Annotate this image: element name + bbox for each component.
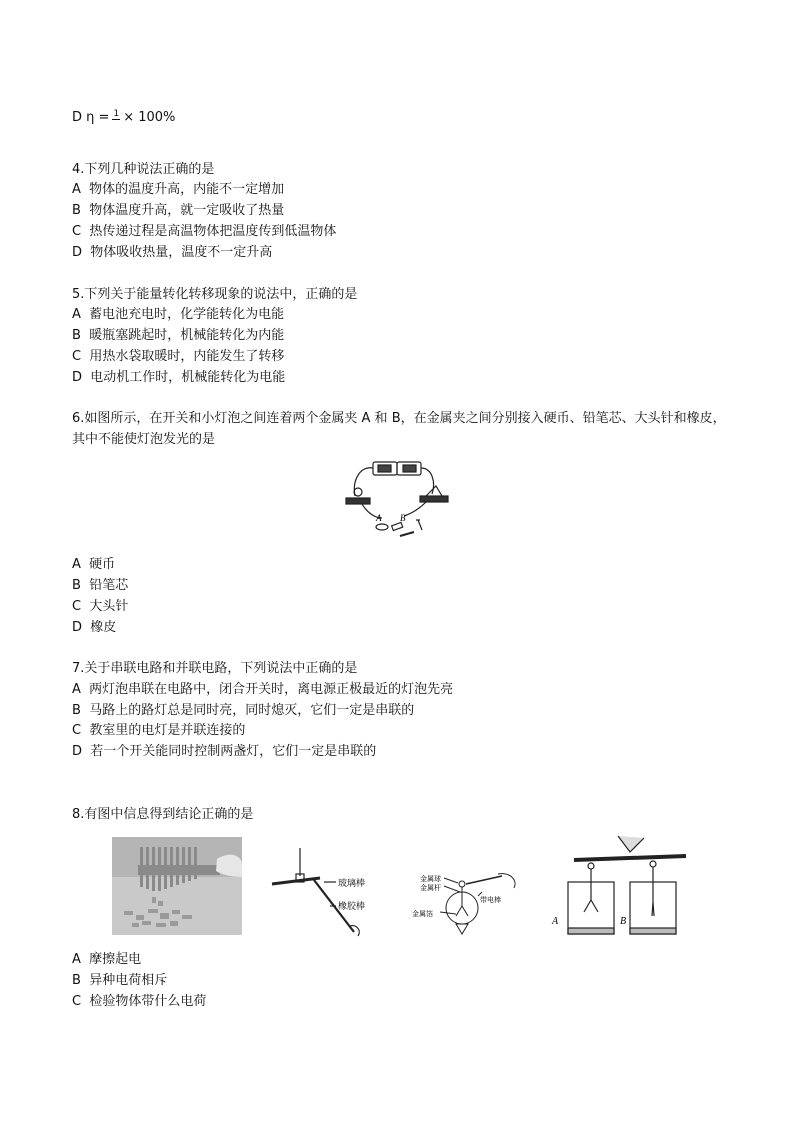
option-letter: C <box>72 723 82 738</box>
rubber-rod-label: 橡胶棒 <box>338 902 366 912</box>
metal-rod-label: 金属杆 <box>420 884 441 892</box>
q8-option-c <box>72 993 206 1011</box>
option-letter: A <box>72 952 81 967</box>
lamp-bulb <box>354 488 362 496</box>
option-letter: B <box>72 703 81 718</box>
q5-stem: 5.下列关于能量转化转移现象的说法中，正确的是 <box>72 287 358 302</box>
option-letter: B <box>72 203 81 218</box>
coin <box>376 524 388 530</box>
q4-option-d <box>72 244 272 262</box>
option-text: 两灯泡串联在电路中，闭合开关时，离电源正极最近的灯泡先亮 <box>89 682 454 697</box>
battery-1-label <box>378 465 391 472</box>
option-text: 电动机工作时，机械能转化为电能 <box>90 370 286 385</box>
electroscope-b-base <box>630 928 676 934</box>
pin <box>416 520 422 530</box>
battery-2-label <box>403 465 416 472</box>
q6-stem: 6.如图所示，在开关和小灯泡之间连着两个金属夹 A 和 B，在金属夹之间分别接入硬币、铅笔芯、大头针和橡皮，其中不能使灯泡发光的是 <box>72 411 726 447</box>
option-letter: C <box>72 599 82 614</box>
electroscope-base <box>456 924 468 934</box>
option-text: 蓄电池充电时，化学能转化为电能 <box>89 307 285 322</box>
glass-rod-label: 玻璃棒 <box>338 879 366 889</box>
wire-to-clip-b <box>404 502 426 516</box>
q7-option-c <box>72 722 245 740</box>
q4-option-b <box>72 202 284 220</box>
option-letter: B <box>72 328 81 343</box>
option-text: 若一个开关能同时控制两盏灯，它们一定是串联的 <box>90 744 377 759</box>
electroscope-a-label: A <box>552 916 559 927</box>
option-text: 教室里的电灯是并联连接的 <box>89 723 246 738</box>
q5-option-c <box>72 348 284 366</box>
q4-option-a <box>72 181 284 199</box>
option-letter: D <box>72 370 83 385</box>
q8-comb-photo <box>112 837 242 935</box>
leader-rod <box>444 886 460 892</box>
electroscope-b-label: B <box>620 916 627 927</box>
wire-left <box>354 468 373 496</box>
option-letter: C <box>72 994 82 1009</box>
option-letter: D <box>72 245 83 260</box>
option-letter: D <box>72 110 83 125</box>
leader-ball <box>444 878 458 883</box>
option-letter: A <box>72 682 81 697</box>
q6-option-d <box>72 619 116 637</box>
option-text: 摩擦起电 <box>89 952 142 967</box>
option-letter: B <box>72 973 81 988</box>
option-text: 异种电荷相斥 <box>89 973 168 988</box>
electroscope-a-foil <box>584 900 598 912</box>
electroscope-b-foil <box>652 902 654 916</box>
fraction-numerator: 1 <box>113 108 120 119</box>
q6-option-c <box>72 598 128 616</box>
fraction <box>112 110 120 126</box>
q5-option-b <box>72 327 284 345</box>
option-letter: A <box>72 557 81 572</box>
q4-stem: 4.下列几种说法正确的是 <box>72 162 215 177</box>
switch-base <box>420 496 448 502</box>
option-text: 橡皮 <box>90 620 117 635</box>
electroscope-b-ball <box>650 861 656 867</box>
option-text: 硬币 <box>89 557 116 572</box>
option-text: 用热水袋取暖时，内能发生了转移 <box>89 349 285 364</box>
option-text: 物体的温度升高，内能不一定增加 <box>89 182 285 197</box>
q5-option-a <box>72 306 284 324</box>
charged-rod-label: 带电棒 <box>480 896 501 904</box>
eraser <box>392 522 403 530</box>
q8-option-b <box>72 972 167 990</box>
option-letter: D <box>72 620 83 635</box>
option-text: 大头针 <box>89 599 129 614</box>
metal-foil-label: 金属箔 <box>412 910 433 918</box>
q8-option-a <box>72 951 141 969</box>
q7-option-d <box>72 743 376 761</box>
efficiency-symbol: η <box>86 110 95 125</box>
option-letter: C <box>72 224 82 239</box>
q8-two-electroscopes-figure <box>548 832 698 940</box>
q3-option-d <box>72 109 175 127</box>
metal-foil <box>456 906 468 916</box>
option-text: 铅笔芯 <box>89 578 129 593</box>
option-letter: A <box>72 307 81 322</box>
switch-lever <box>426 486 442 496</box>
option-text: 物体温度升高，就一定吸收了热量 <box>89 203 285 218</box>
connecting-rod <box>574 856 686 860</box>
metal-ball-label: 金属球 <box>420 875 441 883</box>
equals-sign: = <box>98 110 110 125</box>
electroscope-a-ball <box>588 863 594 869</box>
option-text: 物体吸收热量，温度不一定升高 <box>90 245 273 260</box>
option-text: 马路上的路灯总是同时亮，同时熄灭，它们一定是串联的 <box>89 703 415 718</box>
q7-option-b <box>72 702 414 720</box>
hand <box>618 836 644 852</box>
clip-a-label: A <box>376 513 382 523</box>
q5-option-d <box>72 369 285 387</box>
q6-option-b <box>72 577 128 595</box>
q8-stem: 8.有图中信息得到结论正确的是 <box>72 807 254 822</box>
q6-option-a <box>72 556 115 574</box>
q7-option-a <box>72 681 453 699</box>
option-letter: D <box>72 744 83 759</box>
q4-option-c <box>72 223 336 241</box>
charged-rod <box>466 876 502 884</box>
option-letter: B <box>72 578 81 593</box>
option-letter: A <box>72 182 81 197</box>
pencil-lead <box>400 532 414 536</box>
option-letter: C <box>72 349 82 364</box>
q8-rods-figure <box>266 846 376 938</box>
metal-ball <box>459 881 465 887</box>
option-text: 热传递过程是高温物体把温度传到低温物体 <box>89 224 337 239</box>
clip-b-label: B <box>400 513 406 523</box>
electroscope-a-base <box>568 928 614 934</box>
q6-circuit-figure <box>340 458 455 542</box>
leader-foil <box>440 912 456 914</box>
q7-stem: 7.关于串联电路和并联电路，下列说法中正确的是 <box>72 661 358 676</box>
q8-electroscope-figure <box>410 872 520 940</box>
formula-rest: × 100% <box>123 110 176 125</box>
option-text: 暖瓶塞跳起时，机械能转化为内能 <box>89 328 285 343</box>
lamp-base <box>346 498 370 504</box>
option-text: 检验物体带什么电荷 <box>89 994 207 1009</box>
